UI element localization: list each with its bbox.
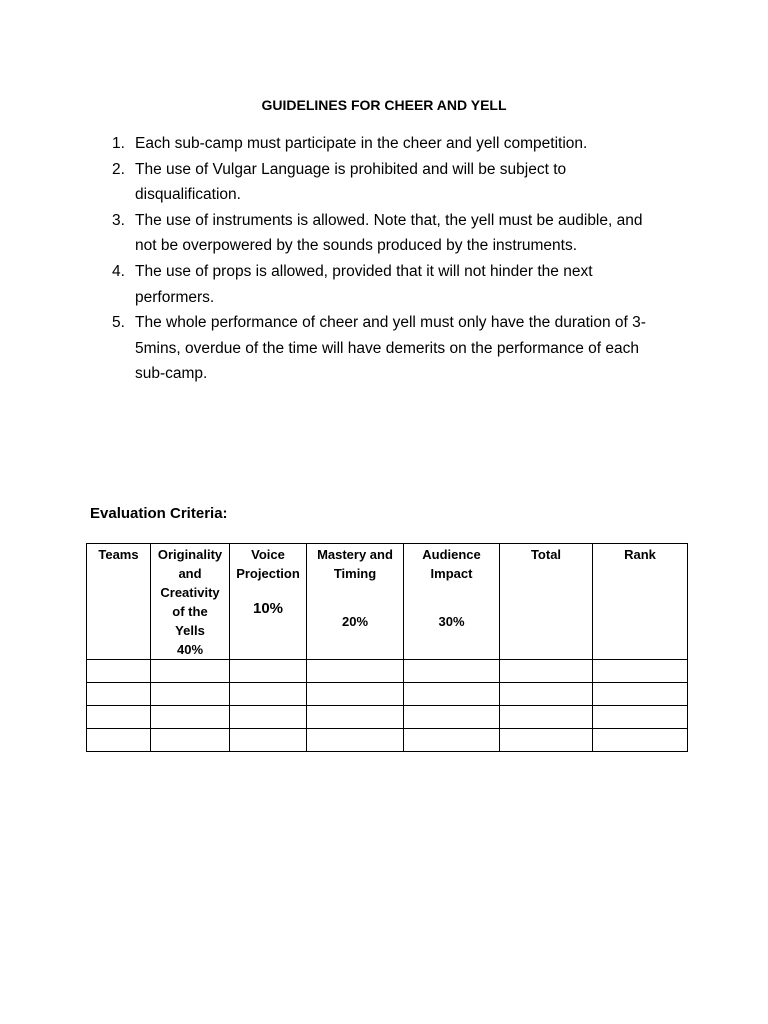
table-cell (593, 729, 688, 752)
table-row (87, 660, 688, 683)
guideline-item (104, 157, 684, 208)
guideline-number: 2. (112, 160, 125, 178)
guideline-text-line: not be overpowered by the sounds produced by the instruments. (135, 237, 578, 255)
table-cell (87, 660, 151, 683)
column-header-audience-impact (404, 544, 500, 660)
guideline-number: 1. (112, 135, 125, 152)
table-cell (500, 660, 593, 683)
table-cell (307, 729, 404, 752)
guideline-item (104, 131, 684, 157)
table-cell (593, 706, 688, 729)
table-cell (230, 706, 307, 729)
table-header-row (87, 544, 688, 660)
table-cell (230, 729, 307, 752)
column-header-label: of the (172, 604, 208, 619)
table-cell (404, 729, 500, 752)
guideline-text-line: Each sub-camp must participate in the cheer and yell competition. (135, 135, 588, 152)
guideline-text-line: performers. (135, 288, 215, 306)
column-header-label: Creativity (160, 585, 220, 600)
column-header-label: Rank (624, 547, 656, 562)
column-header-label: Teams (98, 547, 139, 562)
table-cell (307, 660, 404, 683)
table-cell (404, 706, 500, 729)
table-cell (500, 683, 593, 706)
document-title: GUIDELINES FOR CHEER AND YELL (261, 97, 507, 113)
column-header-label: Audience (422, 547, 481, 562)
guideline-text-line: sub-camp. (135, 365, 208, 383)
table-cell (151, 683, 230, 706)
column-header-label: Yells (175, 623, 205, 638)
table-row (87, 706, 688, 729)
table-cell (230, 660, 307, 683)
table-cell (151, 729, 230, 752)
column-header-label: Originality (157, 547, 223, 562)
column-weight: 30% (438, 614, 465, 629)
table-cell (151, 706, 230, 729)
column-header-label: Timing (333, 566, 377, 581)
column-weight: 10% (252, 600, 284, 617)
evaluation-table (86, 543, 688, 752)
table-cell (404, 660, 500, 683)
column-header-label: Impact (430, 566, 473, 581)
column-header-mastery-timing (307, 544, 404, 660)
table-cell (307, 683, 404, 706)
column-header-label: Projection (236, 566, 300, 581)
table-row (87, 729, 688, 752)
guideline-number: 4. (112, 262, 125, 280)
column-header-teams (87, 544, 151, 660)
evaluation-criteria-heading: Evaluation Criteria: (90, 505, 228, 522)
guideline-number: 5. (112, 314, 125, 332)
guideline-text-line: The use of Vulgar Language is prohibited and will be subject to (135, 160, 567, 178)
column-weight: 20% (341, 614, 369, 629)
column-header-voice-projection (230, 544, 307, 660)
guideline-text-line: 5mins, overdue of the time will have demerits on the performance of each (135, 339, 640, 357)
column-header-label: Total (530, 547, 562, 562)
table-cell (593, 683, 688, 706)
guideline-text-line: disqualification. (135, 186, 241, 204)
table-cell (151, 660, 230, 683)
table-cell (307, 706, 404, 729)
guideline-item (104, 259, 684, 310)
table-cell (230, 683, 307, 706)
table-cell (87, 706, 151, 729)
guidelines-list (104, 131, 684, 387)
table-cell (404, 683, 500, 706)
guideline-item (104, 208, 684, 259)
guideline-text-line: The whole performance of cheer and yell must only have the duration of 3- (135, 314, 646, 332)
column-header-label: Mastery and (317, 547, 393, 562)
column-header-label: and (178, 566, 202, 581)
guideline-text-line: The use of instruments is allowed. Note that, the yell must be audible, and (135, 211, 643, 229)
table-row (87, 683, 688, 706)
table-cell (593, 660, 688, 683)
guideline-number: 3. (112, 211, 125, 229)
column-header-total (500, 544, 593, 660)
table-cell (87, 683, 151, 706)
column-weight: 40% (176, 642, 204, 657)
column-header-originality (151, 544, 230, 660)
column-header-rank (593, 544, 688, 660)
guideline-item (104, 310, 684, 387)
guideline-text-line: The use of props is allowed, provided that it will not hinder the next (135, 262, 593, 280)
table-cell (500, 706, 593, 729)
table-cell (500, 729, 593, 752)
column-header-label: Voice (251, 547, 285, 562)
table-cell (87, 729, 151, 752)
